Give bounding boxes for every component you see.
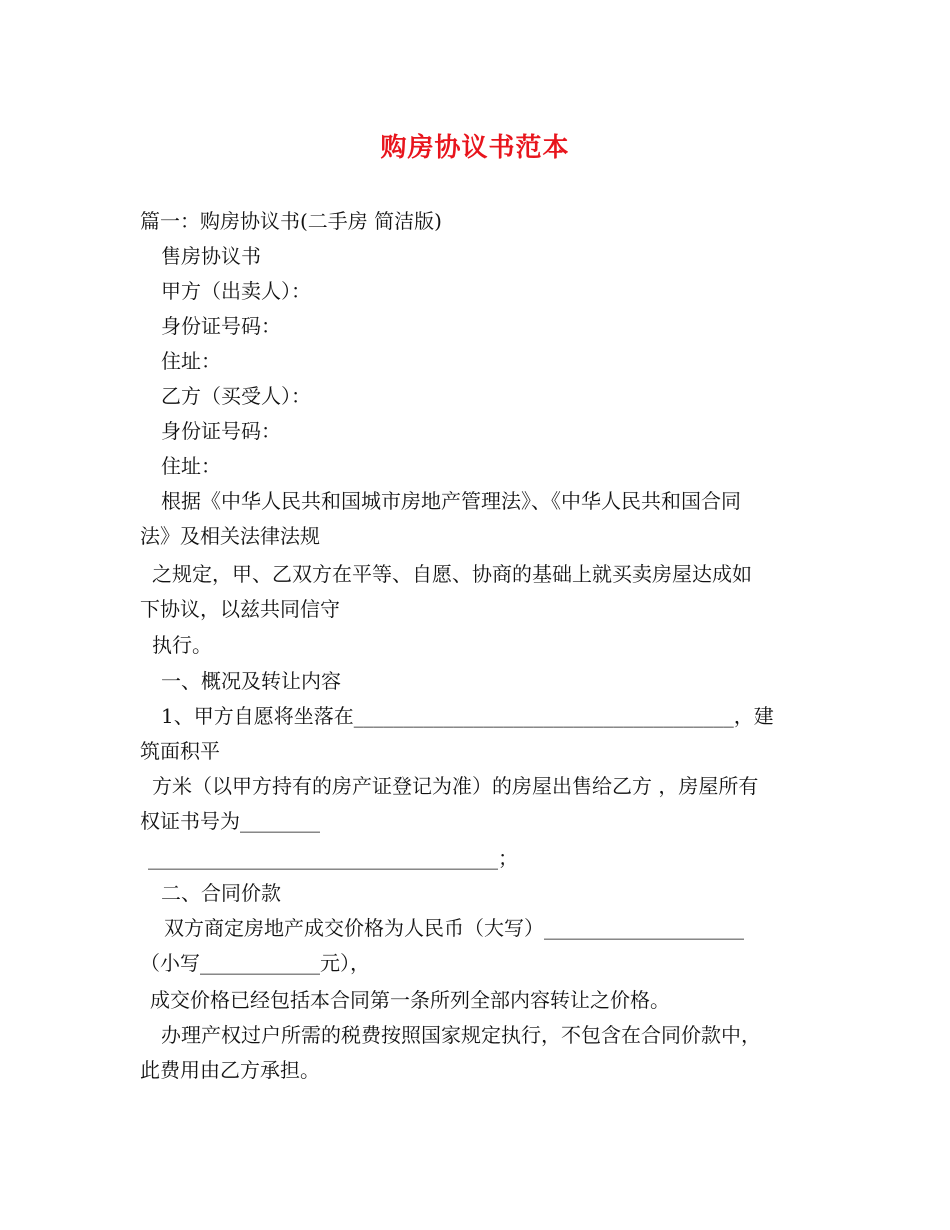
paragraph-line: 1、甲方自愿将坐落在______________________________________，建 <box>161 704 774 728</box>
party-b-label: 乙方（买受人）： <box>161 384 311 408</box>
document-title: 购房协议书范本 <box>380 133 570 163</box>
paragraph-line: 筑面积平 <box>140 739 220 763</box>
party-a-label: 甲方（出卖人）： <box>161 279 311 303</box>
party-b-id-label: 身份证号码： <box>161 419 281 443</box>
paragraph-line: 双方商定房地产成交价格为人民币（大写）____________________ <box>164 916 744 940</box>
paragraph-line: 法》及相关法律法规 <box>140 524 320 548</box>
paragraph-line: 方米（以甲方持有的房产证登记为准）的房屋出售给乙方 ，房屋所有 <box>152 774 759 798</box>
party-a-id-label: 身份证号码： <box>161 314 281 338</box>
paragraph-line: 此费用由乙方承担。 <box>140 1058 320 1082</box>
paragraph-line: 下协议，以兹共同信守 <box>140 597 340 621</box>
paragraph-line: （小写____________元）， <box>140 951 370 975</box>
paragraph-line: 之规定，甲、乙双方在平等、自愿、协商的基础上就买卖房屋达成如 <box>152 562 752 586</box>
paragraph-line: 成交价格已经包括本合同第一条所列全部内容转让之价格。 <box>150 988 670 1012</box>
paragraph-line: 根据《中华人民共和国城市房地产管理法》、《中华人民共和国合同 <box>161 489 741 513</box>
paragraph-line: 执行。 <box>152 633 212 657</box>
party-a-address-label: 住址： <box>161 349 221 373</box>
clause-heading: 二、合同价款 <box>161 881 281 905</box>
clause-heading: 一、概况及转让内容 <box>161 669 341 693</box>
paragraph-line: ___________________________________； <box>148 846 518 870</box>
paragraph-line: 权证书号为________ <box>140 809 320 833</box>
party-b-address-label: 住址： <box>161 454 221 478</box>
section-heading: 篇一：购房协议书(二手房 简洁版) <box>140 209 442 233</box>
paragraph-line: 办理产权过户所需的税费按照国家规定执行，不包含在合同价款中， <box>161 1023 761 1047</box>
agreement-subtitle: 售房协议书 <box>161 244 261 268</box>
